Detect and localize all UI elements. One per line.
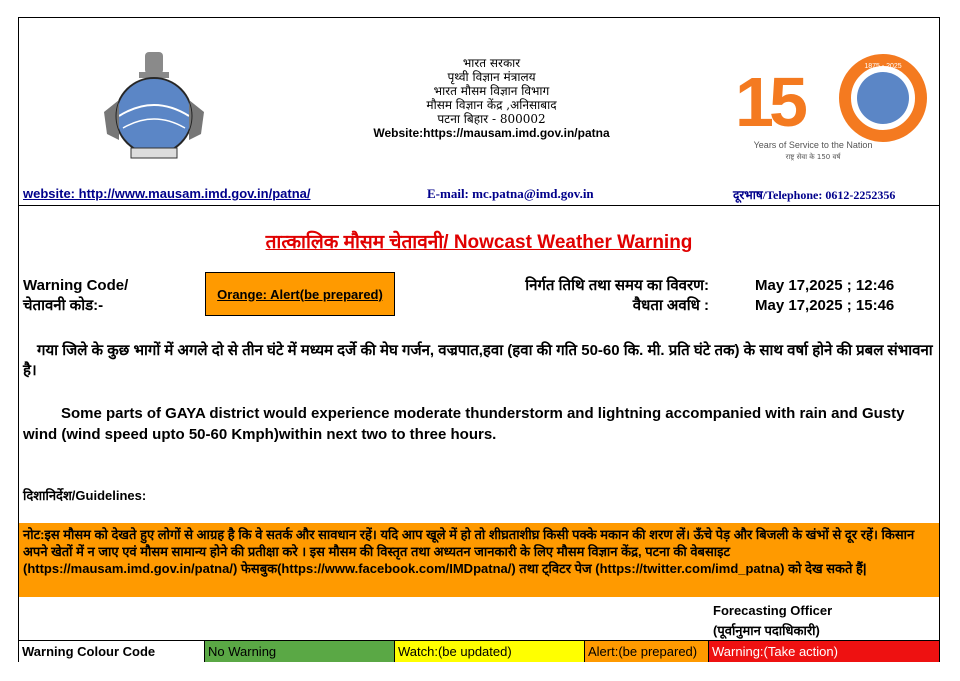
issue-time-label: निर्गत तिथि तथा समय का विवरण: [525, 277, 709, 294]
issue-values [755, 276, 894, 316]
logo-tagline-hi: राष्ट्र सेवा के 150 वर्ष [785, 153, 841, 161]
warning-message-hindi: गया जिले के कुछ भागों में अगले दो से तीन घंटे में मध्यम दर्जे की मेघ गर्जन, वज्रपात,हवा (हवा की गति 50-60 कि. मी. प्रति घंटे तक) के साथ वर्षा होने की प्रबल संभावना है। [23, 342, 933, 379]
organisation-block [319, 56, 664, 140]
issue-time-value: May 17,2025 ; 12:46 [755, 277, 895, 294]
org-line: पृथ्वी विज्ञान मंत्रालय [447, 70, 536, 84]
legend-watch: Watch:(be updated) [395, 641, 585, 662]
svg-text:5: 5 [769, 63, 808, 141]
logo-years: 1875 - 2025 [864, 63, 902, 70]
warning-code-label-en: Warning Code/ [23, 277, 129, 294]
advisory-note: नोट:इस मौसम को देखते हुए लोगों से आग्रह है कि वे सतर्क और सावधान रहें। यदि आप खूले में हो तो शीघ्रताशीघ्र किसी पक्के मकान की शरण लें। ऊँचे पेड़ और बिजली के खंभों से दूर रहें। किसान अपने खेतों में न जाए एवं मौसम सामान्य होने की प्रतीक्षा करे । इस मौसम की विस्तृत तथा अध्यतन जानकारी के लिए मौसम विज्ञान केंद्र, पटना की वेबसाइट (https://mausam.imd.gov.in/patna/) फेसबुक(https://www.facebook.com/IMDpatna/) तथा ट्विटर पेज (https://twitter.com/imd_patna) को देख सकते हैं| [19, 523, 939, 597]
svg-text:1: 1 [735, 63, 774, 141]
warning-message-english: Some parts of GAYA district would experience moderate thunderstorm and lightning accompanied with rain and Gusty wind (wind speed upto 50-60 Kmph)within next two to three hours. [23, 405, 905, 443]
warning-code-label-hi: चेतावनी कोड:- [23, 297, 104, 314]
website-link[interactable]: website: http://www.mausam.imd.gov.in/patna/ [23, 186, 311, 201]
org-website[interactable]: Website:https://mausam.imd.gov.in/patna [373, 126, 610, 140]
imd-150-years-logo-icon [735, 54, 931, 164]
org-line: भारत मौसम विज्ञान विभाग [433, 84, 550, 98]
warning-code-label [23, 276, 128, 316]
legend-warning: Warning:(Take action) [709, 641, 939, 662]
forecasting-officer [713, 601, 832, 641]
warning-code-badge: Orange: Alert(be prepared) [205, 272, 395, 316]
imd-emblem-icon [99, 50, 209, 162]
org-line: भारत सरकार [462, 56, 521, 70]
org-line: पटना बिहार - 800002 [437, 112, 546, 126]
validity-value: May 17,2025 ; 15:46 [755, 297, 895, 314]
guidelines-heading: दिशानिर्देश/Guidelines: [23, 488, 147, 503]
email-link[interactable]: E-mail: mc.patna@imd.gov.in [427, 186, 594, 201]
forecasting-officer-en: Forecasting Officer [713, 603, 833, 618]
org-line: मौसम विज्ञान केंद्र ,अनिसाबाद [426, 98, 557, 112]
logo-tagline-en: Years of Service to the Nation [753, 140, 873, 150]
header [19, 18, 939, 206]
legend-no-warning: No Warning [205, 641, 395, 662]
warning-bulletin [18, 17, 940, 662]
issue-labels [489, 276, 709, 316]
forecasting-officer-hi: (पूर्वानुमान पदाधिकारी) [713, 623, 820, 638]
legend-alert: Alert:(be prepared) [585, 641, 709, 662]
warning-colour-legend [19, 640, 939, 662]
legend-label: Warning Colour Code [19, 641, 205, 662]
validity-label: वैधता अवधि : [632, 297, 709, 314]
telephone: दूरभाष/Telephone: 0612-2252356 [733, 188, 896, 202]
page-title: तात्कालिक मौसम चेतावनी/ Nowcast Weather Warning [265, 232, 693, 253]
